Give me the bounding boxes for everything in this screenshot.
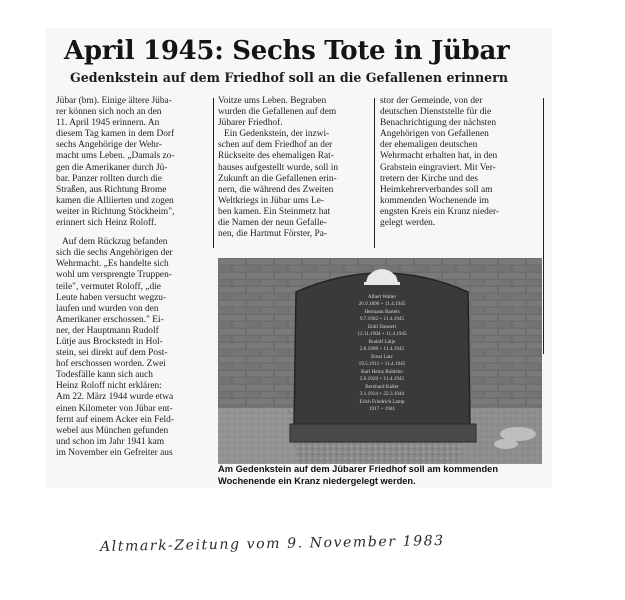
inscription-line: 12.11.1904 + 11.4.1945 (357, 331, 407, 337)
text-line: Lütje aus Brockstedt in Hol- (56, 336, 163, 347)
inscription-line: 19.5.1911 + 11.4.1945 (358, 361, 406, 367)
text-line: hof erschossen worden. Zwei (56, 359, 166, 370)
text-line: Voitze ums Leben. Begraben (218, 96, 327, 106)
text-line: diesem Tag kamen in dem Dorf (56, 129, 175, 140)
text-line: wohl um versprengte Truppen- (56, 270, 172, 281)
text-line: Leute haben versucht wegzu- (56, 292, 167, 303)
text-line: schen auf dem Friedhof an der (218, 140, 333, 151)
text-line: fernt auf einem Acker ein Feld- (56, 414, 174, 425)
column-rule-1 (213, 98, 214, 248)
text-line: Straßen, aus Richtung Brome (56, 184, 167, 195)
inscription-line: Bernhard Kaller (365, 384, 399, 390)
subheadline: Gedenkstein auf dem Friedhof soll an die Gefallenen erinnern (70, 70, 508, 85)
inscription-line: Ernst Lutz (371, 354, 393, 360)
text-line: laufen und wurden von den (56, 303, 159, 314)
text-line: engsten Kreis ein Kranz nieder- (380, 206, 500, 217)
text-line: erinnert sich Heinz Roloff. (56, 218, 157, 229)
text-line: nen, die Hartmut Förster, Pa- (218, 229, 327, 240)
inscription-line: 2.8.1908 + 11.4.1945 (359, 346, 405, 352)
text-line: hauses aufgestellt wurde, soll in (218, 162, 339, 173)
text-line: gelegt werden. (380, 218, 436, 229)
inscription-line: 1917 + 1941 (368, 406, 396, 412)
col1-paragraph-2 (56, 237, 208, 459)
text-line: Heimkehrerverbandes soll am (380, 184, 493, 195)
caption-line: Wochenende ein Kranz niedergelegt werden. (218, 475, 416, 486)
text-line: Zukunft an die Gefallenen erin- (218, 173, 337, 184)
handwritten-source-note: Altmark-Zeitung vom 9. November 1983 (99, 532, 445, 556)
text-line: Wehrmacht erhalten hat, in den (380, 151, 498, 162)
caption-line: Am Gedenkstein auf dem Jübarer Friedhof soll am kommenden (218, 464, 499, 474)
text-line: Auf dem Rückzug befanden (62, 237, 168, 248)
col2-paragraph-1 (218, 96, 370, 129)
text-line: macht ums Leben. „Damals zo- (56, 151, 175, 162)
column-2 (218, 96, 370, 240)
text-line: Heinz Roloff nicht erklären: (56, 381, 162, 392)
text-line: kamen die Alliierten und zogen (56, 195, 174, 206)
text-line: Angehörigen von Gefallenen (380, 129, 489, 140)
text-line: teile", vermutet Roloff, „die (56, 281, 161, 292)
text-line: sich die sechs Angehörigen der (56, 248, 173, 259)
column-3 (380, 96, 542, 229)
text-line: gen die Amerikaner durch Jü- (56, 162, 168, 173)
text-line: Todesfälle kann sich auch (56, 370, 153, 381)
col2-paragraph-2 (218, 129, 370, 240)
column-1 (56, 96, 208, 459)
memorial-stone-illustration (218, 258, 542, 464)
text-line: der ehemaligen deutschen (380, 140, 478, 151)
inscription-line: Hermann Bartels (364, 309, 400, 315)
headline: April 1945: Sechs Tote in Jübar (64, 36, 510, 66)
column-rule-right (543, 98, 544, 354)
inscription-line: 5.6.1920 + 11.4.1945 (359, 376, 405, 382)
text-line: ner, der Hauptmann Rudolf (56, 325, 159, 336)
text-line: stor der Gemeinde, von der (380, 96, 483, 106)
inscription-line: 3.1.1914 + 22.3.1944 (359, 391, 405, 397)
text-line: einen Kilometer von Jübar ent- (56, 403, 173, 414)
text-line: ben kamen. Ein Steinmetz hat (218, 206, 331, 217)
text-line: im November ein Gefreiter aus (56, 447, 173, 458)
text-line: 11. April 1945 erinnern. An (56, 118, 160, 129)
text-line: Weltkriegs in Jübar ums Le- (218, 195, 324, 206)
memorial-stone-photo (218, 258, 542, 464)
text-line: deutschen Dienststelle für die (380, 107, 492, 118)
text-line: weiter in Richtung Stöckheim", (56, 206, 175, 217)
text-line: Wehrmacht. „Es handelte sich (56, 259, 169, 270)
text-line: bar. Panzer rollten durch die (56, 173, 162, 184)
text-line: Benachrichtigung der nächsten (380, 118, 497, 129)
text-line: nern, die während des Zweiten (218, 184, 334, 195)
text-line: wurden die Gefallenen auf dem (218, 107, 337, 118)
photo-caption (218, 464, 548, 487)
text-line: rer können sich noch an den (56, 107, 162, 118)
text-line: Jübar (bm). Einige ältere Jüba- (56, 96, 172, 106)
inscription-line: Karl Heinz Rohlehn (361, 369, 403, 375)
text-line: Am 22. März 1944 wurde etwa (56, 392, 174, 403)
inscription-line: Albert Walter (367, 294, 397, 300)
inscription-line: Rudolf Lütje (368, 339, 396, 345)
inscription-line: Erich Friedrich Lamp (359, 399, 405, 405)
text-line: kommenden Wochenende im (380, 195, 489, 206)
text-line: Grabstein eingraviert. Mit Ver- (380, 162, 496, 173)
text-line: Rückseite des ehemaligen Rat- (218, 151, 334, 162)
text-line: tretern der Kirche und des (380, 173, 478, 184)
text-line: die Namen der neun Gefalle- (218, 218, 327, 229)
inscription-line: 9.7.1902 + 11.4.1945 (359, 316, 405, 322)
column-rule-2 (374, 98, 375, 248)
text-line: Ein Gedenkstein, der inzwi- (224, 129, 330, 140)
col3-paragraph-1 (380, 96, 542, 229)
text-line: und schon im Jahr 1941 kam (56, 436, 165, 447)
text-line: webel aus München gefunden (56, 425, 169, 436)
text-line: stein, sei direkt auf dem Post- (56, 348, 168, 359)
text-line: Jübarer Friedhof. (218, 118, 283, 129)
text-line: sechs Angehörige der Wehr- (56, 140, 162, 151)
inscription-line: 26.9.1896 + 11.4.1945 (358, 301, 406, 307)
inscription-line: Emil Dannert (367, 324, 397, 330)
text-line: Amerikaner erschossen." Ei- (56, 314, 164, 325)
col1-paragraph-1 (56, 96, 208, 229)
